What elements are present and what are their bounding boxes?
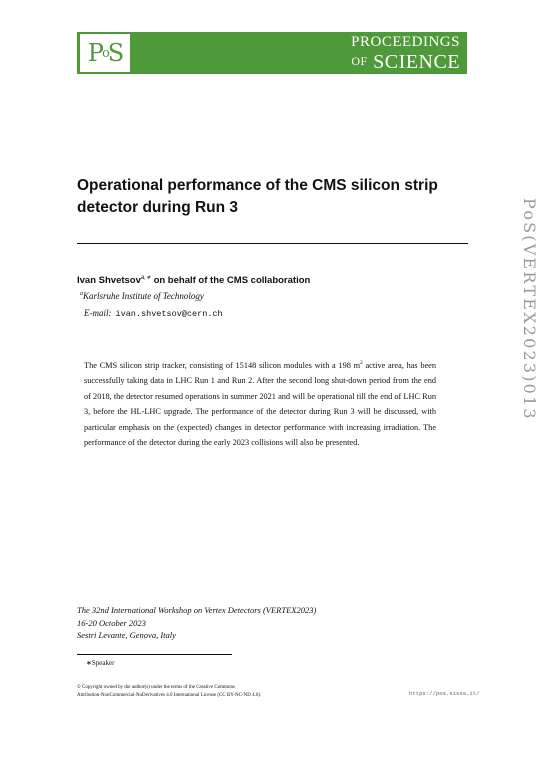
paper-title (77, 175, 467, 219)
title-rule (77, 243, 468, 244)
wordmark-science: SCIENCE (373, 50, 460, 73)
badge-letter-p: P (87, 39, 102, 67)
affiliation-mark: a (80, 291, 83, 297)
title-line-1: Operational performance of the CMS silicon strip (77, 177, 438, 194)
pos-logo (77, 32, 467, 74)
copyright-notice (77, 684, 261, 700)
affiliation (80, 291, 204, 301)
title-line-2: detector during Run 3 (77, 199, 239, 216)
author-collaboration: on behalf of the CMS collaboration (153, 275, 311, 287)
author-name: Ivan Shvetsov (77, 275, 141, 287)
copyright-line-1: © Copyright owned by the author(s) under the terms of the Creative Commons (77, 685, 235, 690)
conference-name: The 32nd International Workshop on Vertex Detectors (VERTEX2023) (77, 605, 317, 615)
footnote-rule (77, 654, 232, 655)
email-label: E-mail: (84, 308, 112, 318)
conference-dates: 16-20 October 2023 (77, 617, 146, 628)
conference-info (77, 604, 316, 642)
affiliation-name: Karlsruhe Institute of Technology (83, 291, 204, 301)
abstract-part-2: active area, has been successfully taking data in LHC Run 1 and Run 2. After the second long shut-down period from the end of 2018, the detector resumed operations in summer 2021 and will be operational till the end of LHC Run 3, before the HL-LHC upgrade. The performance of the detector during Run 3 will be discussed, with particular emphasis on the (expected) changes in detector performance with increasing irradiation. The performance of the detector during the early 2023 collisions will also be presented. (84, 360, 436, 448)
email-line (84, 308, 223, 319)
badge-letter-o: o (101, 45, 108, 61)
footnote: ∗Speaker (86, 659, 115, 667)
abstract-part-1: The CMS silicon strip tracker, consisting of 15148 silicon modules with a 198 m (84, 360, 361, 370)
conference-location: Sestri Levante, Genova, Italy (77, 630, 176, 640)
author-line (77, 274, 310, 286)
badge-letter-s: S (107, 39, 123, 67)
pos-wordmark (351, 35, 460, 72)
pos-badge-icon (79, 33, 131, 73)
wordmark-proceedings: PROCEEDINGS (351, 33, 460, 50)
abstract (84, 356, 436, 451)
wordmark-of: OF (351, 53, 368, 68)
wordmark-of-science (351, 52, 460, 72)
copyright-line-2: Attribution-NonCommercial-NoDerivatives 4.0 International License (CC BY-NC-ND 4.0). (77, 693, 262, 698)
email-link[interactable]: ivan.shvetsov@cern.ch (115, 309, 223, 319)
abstract-area-exponent: 2 (360, 360, 363, 366)
author-marks: a,∗ (140, 275, 151, 281)
pos-url-link[interactable]: https://pos.sissa.it/ (409, 690, 480, 697)
pos-identifier: PoS(VERTEX2023)013 (520, 198, 539, 421)
